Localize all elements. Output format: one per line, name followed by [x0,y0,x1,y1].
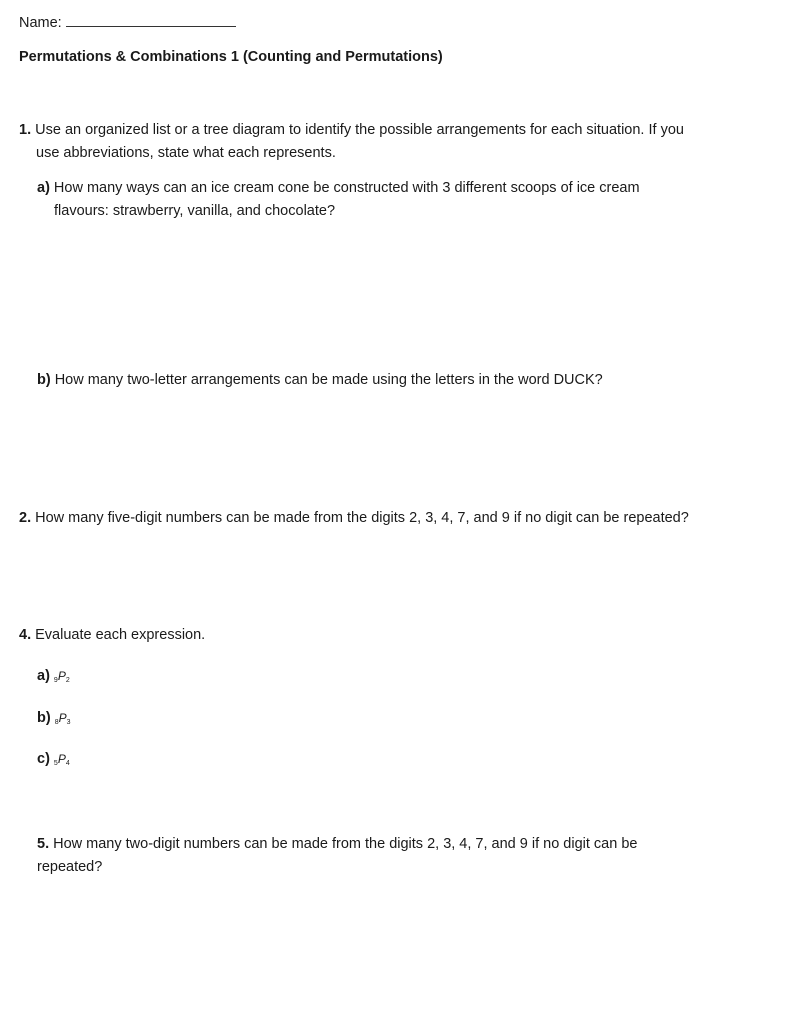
question-1a [37,177,757,223]
permutation-r: 2 [65,677,70,684]
question-4a-label: a) [37,668,50,684]
question-4a [37,668,70,684]
worksheet-title: Permutations & Combinations 1 (Counting and Permutations) [19,49,443,65]
question-4-text: Evaluate each expression. [35,627,206,643]
permutation-symbol: P [57,752,66,766]
permutation-symbol: P [58,711,67,725]
question-2-text: How many five-digit numbers can be made from the digits 2, 3, 4, 7, and 9 if no digit can be repeated? [35,510,689,526]
question-5 [37,833,757,879]
question-2-number: 2. [19,510,32,526]
name-field-row [19,12,236,31]
permutation-r: 3 [66,719,71,726]
question-4c-label: c) [37,751,50,767]
permutation-n: 9 [53,677,58,684]
permutation-expression [55,711,71,725]
question-4c [37,751,70,767]
permutation-expression [54,752,70,766]
question-1-text-line1: Use an organized list or a tree diagram to identify the possible arrangements for each situation. If you [35,122,684,138]
question-4 [19,627,205,643]
question-4b-label: b) [37,710,51,726]
question-5-text-line1: How many two-digit numbers can be made from the digits 2, 3, 4, 7, and 9 if no digit can be [53,836,638,852]
question-4-number: 4. [19,627,32,643]
question-1-number: 1. [19,122,32,138]
question-1-text-line2: use abbreviations, state what each represents. [36,145,336,161]
question-4b [37,710,71,726]
question-1 [19,119,759,165]
name-label: Name: [19,15,62,31]
question-1a-line1 [37,177,757,200]
permutation-n: 8 [54,719,59,726]
question-1a-label: a) [37,180,50,196]
question-2 [19,510,689,526]
question-1a-text-line1: How many ways can an ice cream cone be constructed with 3 different scoops of ice cream [53,180,640,196]
permutation-n: 5 [53,760,58,767]
question-5-line1 [37,833,757,856]
question-5-number: 5. [37,836,50,852]
permutation-expression [54,669,70,683]
question-5-text-line2: repeated? [37,859,103,875]
question-1a-text-line2: flavours: strawberry, vanilla, and chocolate? [54,203,336,219]
question-1b-text: How many two-letter arrangements can be made using the letters in the word DUCK? [54,372,603,388]
permutation-symbol: P [57,669,66,683]
question-1b [37,372,603,388]
name-blank-line[interactable] [66,12,236,27]
permutation-r: 4 [65,760,70,767]
question-1-line1 [19,119,759,142]
question-1b-label: b) [37,372,51,388]
